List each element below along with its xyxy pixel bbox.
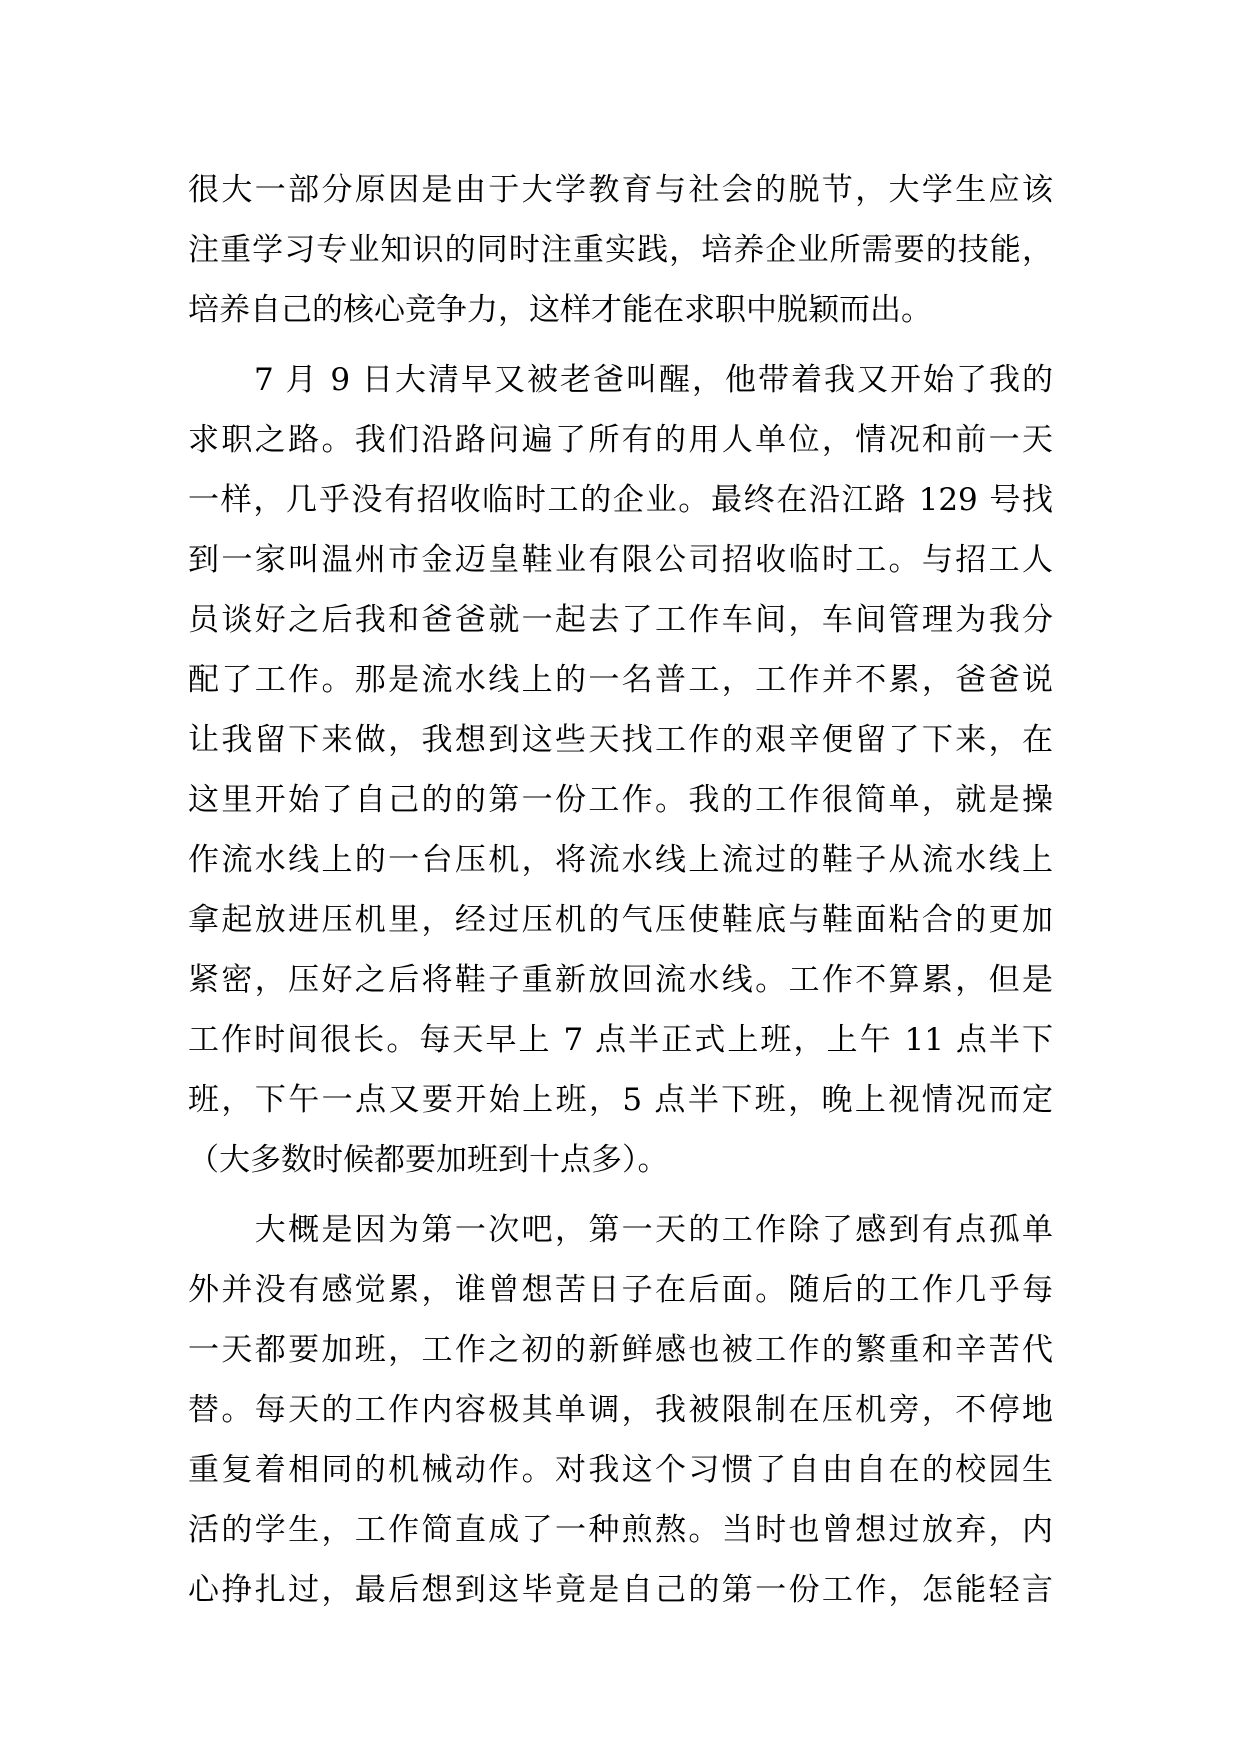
text-line: 这里开始了自己的的第一份工作。我的工作很简单，就是操 [188, 782, 1053, 818]
text-line: 活的学生，工作简直成了一种煎熬。当时也曾想过放弃，内 [188, 1512, 1053, 1548]
text-line: 大概是因为第一次吧，第一天的工作除了感到有点孤单 [188, 1212, 1053, 1248]
text-line: 工作时间很长。每天早上 7 点半正式上班，上午 11 点半下 [188, 1022, 1053, 1058]
text-line: 7 月 9 日大清早又被老爸叫醒，他带着我又开始了我的 [188, 362, 1053, 398]
text-line: 求职之路。我们沿路问遍了所有的用人单位，情况和前一天 [188, 422, 1053, 458]
text-line: 员谈好之后我和爸爸就一起去了工作车间，车间管理为我分 [188, 602, 1053, 638]
text-line: 配了工作。那是流水线上的一名普工，工作并不累，爸爸说 [188, 662, 1053, 698]
text-line: 拿起放进压机里，经过压机的气压使鞋底与鞋面粘合的更加 [188, 902, 1053, 938]
text-line: 一天都要加班，工作之初的新鲜感也被工作的繁重和辛苦代 [188, 1332, 1053, 1368]
text-line: 培养自己的核心竞争力，这样才能在求职中脱颖而出。 [188, 292, 932, 328]
text-line: 让我留下来做，我想到这些天找工作的艰辛便留了下来，在 [188, 722, 1053, 758]
paragraph [188, 350, 1053, 1190]
text-line: 很大一部分原因是由于大学教育与社会的脱节，大学生应该 [188, 172, 1053, 208]
paragraph [188, 160, 1053, 340]
text-line: 外并没有感觉累，谁曾想苦日子在后面。随后的工作几乎每 [188, 1272, 1053, 1308]
text-line: 紧密，压好之后将鞋子重新放回流水线。工作不算累，但是 [188, 962, 1053, 998]
paragraph-spacing [188, 340, 1053, 350]
text-line: 重复着相同的机械动作。对我这个习惯了自由自在的校园生 [188, 1452, 1053, 1488]
text-line: 心挣扎过，最后想到这毕竟是自己的第一份工作，怎能轻言 [188, 1572, 1053, 1608]
paragraph [188, 1200, 1053, 1620]
text-line: 到一家叫温州市金迈皇鞋业有限公司招收临时工。与招工人 [188, 542, 1053, 578]
paragraph-spacing [188, 1190, 1053, 1200]
text-line: 班，下午一点又要开始上班，5 点半下班，晚上视情况而定 [188, 1082, 1053, 1118]
text-line: 注重学习专业知识的同时注重实践，培养企业所需要的技能， [188, 232, 1053, 268]
text-line: 替。每天的工作内容极其单调，我被限制在压机旁，不停地 [188, 1392, 1053, 1428]
text-line: 作流水线上的一台压机，将流水线上流过的鞋子从流水线上 [188, 842, 1053, 878]
body-text [188, 160, 1053, 1620]
text-line: 一样，几乎没有招收临时工的企业。最终在沿江路 129 号找 [188, 482, 1053, 518]
text-line: （大多数时候都要加班到十点多）。 [188, 1142, 669, 1178]
